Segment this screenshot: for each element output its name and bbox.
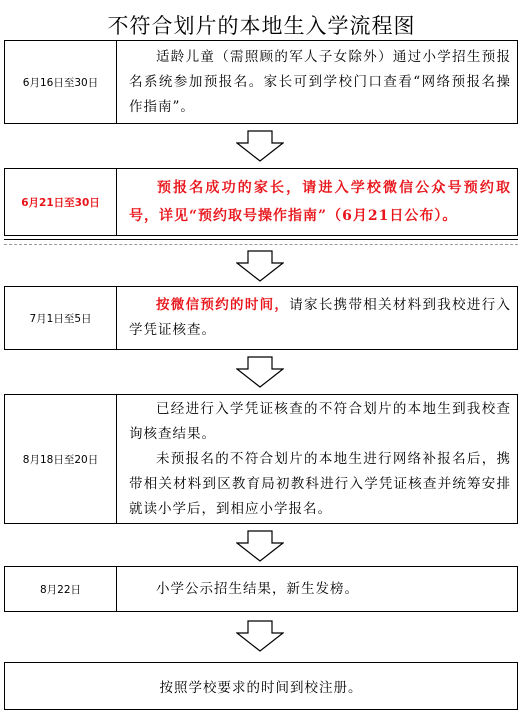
step-2-box	[4, 168, 518, 236]
page-title: 不符合划片的本地生入学流程图	[107, 14, 416, 38]
step-6-box	[4, 662, 518, 710]
step-3-box	[4, 286, 518, 350]
step-1-box	[4, 40, 518, 124]
step-3-date: 7月1日至5日	[5, 287, 117, 349]
step-5-box	[4, 566, 518, 612]
step-4-paragraph-2: 未预报名的不符合划片的本地生进行网络补报名后，携带相关材料到区教育局初教科进行入学凭证核查并统筹安排就读小学后，到相应小学报名。	[129, 450, 511, 517]
step-4-paragraph-1: 已经进行入学凭证核查的不符合划片的本地生到我校查询核查结果。	[129, 400, 511, 442]
step-5-content	[129, 567, 511, 611]
step-1-text: 适龄儿童（需照顾的军人子女除外）通过小学招生预报名系统参加预报名。家长可到学校门口查看“网络预报名操作指南”。	[129, 48, 511, 115]
down-arrow-icon	[236, 130, 284, 162]
step-3-emphasis: 按微信预约的时间，	[156, 297, 290, 313]
step-3-text: 请家长携带相关材料到我校进行入学凭证核查。	[129, 297, 512, 338]
down-arrow-icon	[236, 620, 284, 652]
step-2-text: 预报名成功的家长，请进入学校微信公众号预约取号，详见“预约取号操作指南”（6月21日公布）。	[129, 180, 511, 224]
step-4-content	[129, 395, 511, 523]
dashed-divider	[4, 244, 518, 245]
step-5-text: 小学公示招生结果，新生发榜。	[156, 580, 359, 597]
separator-line	[4, 239, 518, 240]
step-2-content	[129, 169, 511, 235]
down-arrow-icon	[236, 356, 284, 388]
step-4-date: 8月18日至20日	[5, 395, 117, 523]
step-2-date: 6月21日至30日	[5, 169, 117, 235]
step-3-paragraph	[129, 293, 511, 343]
step-3-content	[129, 287, 511, 349]
step-5-date: 8月22日	[5, 567, 117, 611]
down-arrow-icon	[236, 250, 284, 282]
step-1-content	[129, 41, 511, 123]
step-6-text: 按照学校要求的时间到校注册。	[159, 680, 363, 696]
down-arrow-icon	[236, 530, 284, 562]
step-1-date: 6月16日至30日	[5, 41, 117, 123]
step-4-box	[4, 394, 518, 524]
